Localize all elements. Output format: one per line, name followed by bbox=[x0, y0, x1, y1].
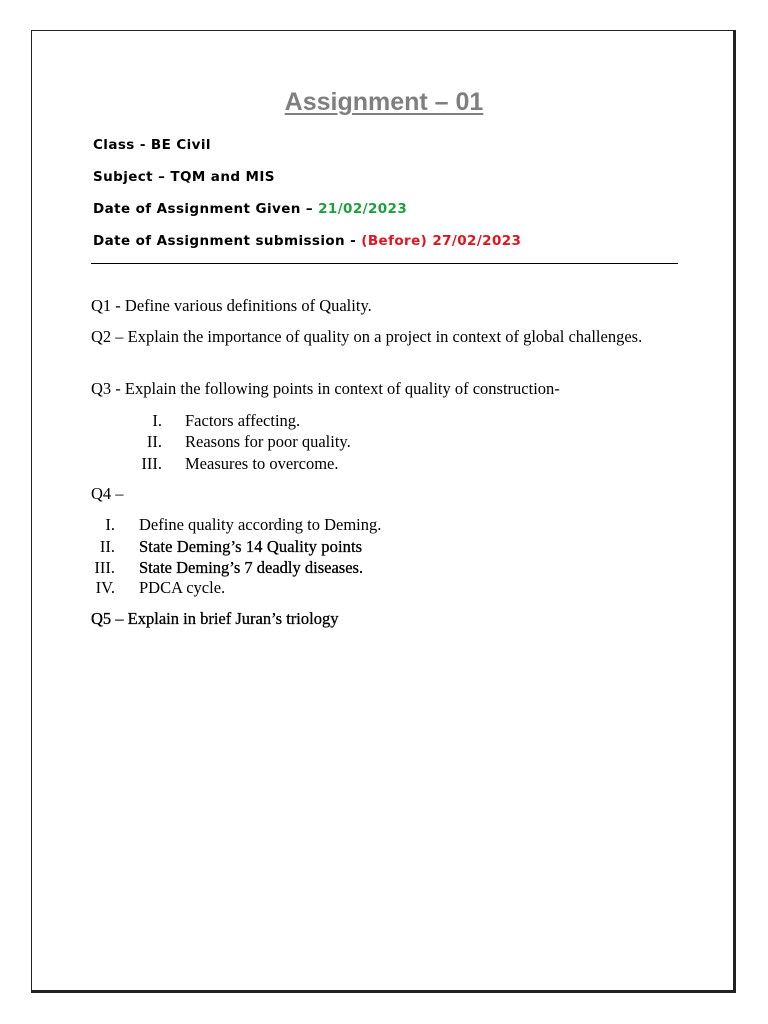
q3-item-num: II. bbox=[146, 432, 162, 451]
q3-item-text: Reasons for poor quality. bbox=[185, 432, 351, 451]
q3-item-text: Measures to overcome. bbox=[185, 454, 339, 473]
q3-item-num: I. bbox=[152, 411, 162, 430]
q4-item-text: Define quality according to Deming. bbox=[139, 515, 382, 534]
subject-line: Subject – TQM and MIS bbox=[93, 169, 275, 185]
question-5: Q5 – Explain in brief Juran’s triology bbox=[91, 609, 339, 628]
submission-date-line bbox=[93, 233, 521, 249]
given-date-label: Date of Assignment Given – bbox=[93, 201, 319, 217]
question-4: Q4 – bbox=[91, 484, 124, 503]
q3-item-num: III. bbox=[141, 454, 162, 473]
q4-item-num: IV. bbox=[95, 578, 115, 597]
q3-item-text: Factors affecting. bbox=[185, 411, 301, 430]
class-line: Class - BE Civil bbox=[93, 137, 211, 153]
q4-item-text: State Deming’s 14 Quality points bbox=[139, 537, 363, 556]
submission-date-label: Date of Assignment submission - bbox=[93, 233, 362, 249]
submission-date-value: (Before) 27/02/2023 bbox=[361, 233, 522, 249]
q4-item-text: State Deming’s 7 deadly diseases. bbox=[139, 558, 364, 577]
divider-line bbox=[91, 263, 678, 264]
page-title: Assignment – 01 bbox=[284, 88, 484, 116]
q4-item-num: III. bbox=[94, 558, 115, 577]
q4-item-text: PDCA cycle. bbox=[139, 578, 226, 597]
question-3: Q3 - Explain the following points in context of quality of construction- bbox=[91, 379, 560, 398]
q4-item-num: I. bbox=[105, 515, 115, 534]
question-2: Q2 – Explain the importance of quality on a project in context of global challenges. bbox=[91, 327, 643, 346]
given-date-line bbox=[93, 201, 407, 217]
given-date-value: 21/02/2023 bbox=[318, 201, 408, 217]
question-1: Q1 - Define various definitions of Quality. bbox=[91, 296, 372, 315]
q4-item-num: II. bbox=[99, 537, 115, 556]
